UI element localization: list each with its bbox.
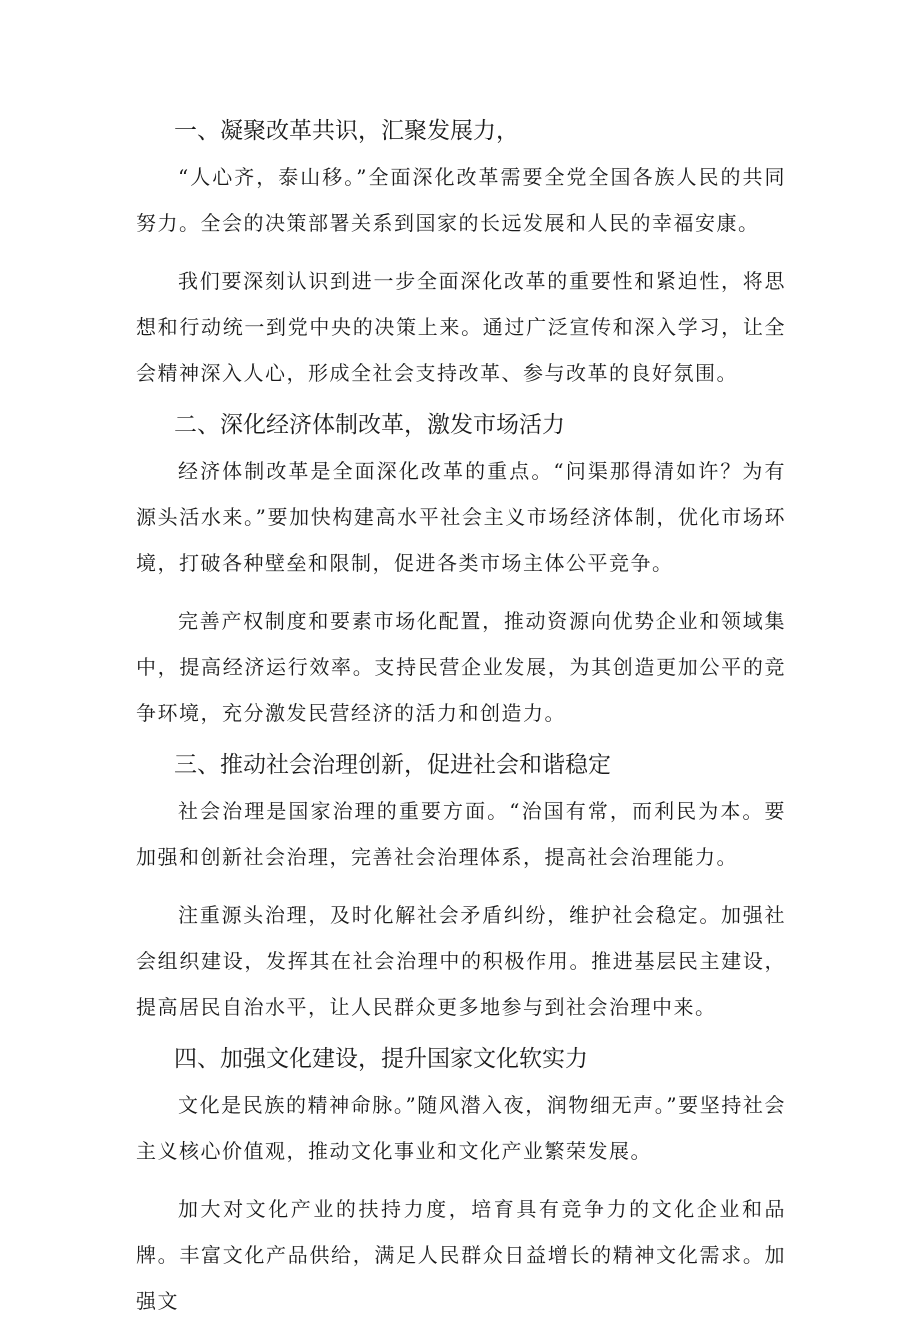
- section-heading-3: 三、推动社会治理创新，促进社会和谐稳定: [174, 752, 611, 778]
- section-1-paragraph-2: 我们要深刻认识到进一步全面深化改革的重要性和紧迫性，将思想和行动统一到党中央的决策上来。通过广泛宣传和深入学习，让全会精神深入人心，形成全社会支持改革、参与改革的良好氛围。: [136, 269, 786, 385]
- section-2-paragraph-2: 完善产权制度和要素市场化配置，推动资源向优势企业和领域集中，提高经济运行效率。支持民营企业发展，为其创造更加公平的竞争环境，充分激发民营经济的活力和创造力。: [136, 609, 786, 725]
- section-heading-4: 四、加强文化建设，提升国家文化软实力: [174, 1046, 588, 1072]
- document-body: [136, 108, 786, 1330]
- section-2-paragraph-1: 经济体制改革是全面深化改革的重点。“问渠那得清如许？为有源头活水来。”要加快构建高水平社会主义市场经济体制，优化市场环境，打破各种壁垒和限制，促进各类市场主体公平竞争。: [136, 459, 786, 575]
- section-4-paragraph-1: 文化是民族的精神命脉。”随风潜入夜，润物细无声。”要坚持社会主义核心价值观，推动文化事业和文化产业繁荣发展。: [136, 1093, 786, 1163]
- section-heading-2: 二、深化经济体制改革，激发市场活力: [174, 412, 565, 438]
- section-1-paragraph-1: “人心齐，泰山移。”全面深化改革需要全党全国各族人民的共同努力。全会的决策部署关系到国家的长远发展和人民的幸福安康。: [136, 165, 786, 235]
- section-4-paragraph-2: 加大对文化产业的扶持力度，培育具有竞争力的文化企业和品牌。丰富文化产品供给，满足人民群众日益增长的精神文化需求。加强文: [136, 1197, 786, 1313]
- section-heading-1: 一、凝聚改革共识，汇聚发展力，: [174, 118, 519, 144]
- section-3-paragraph-2: 注重源头治理，及时化解社会矛盾纠纷，维护社会稳定。加强社会组织建设，发挥其在社会治理中的积极作用。推进基层民主建设，提高居民自治水平，让人民群众更多地参与到社会治理中来。: [136, 903, 786, 1019]
- section-3-paragraph-1: 社会治理是国家治理的重要方面。“治国有常，而利民为本。要加强和创新社会治理，完善社会治理体系，提高社会治理能力。: [136, 799, 786, 869]
